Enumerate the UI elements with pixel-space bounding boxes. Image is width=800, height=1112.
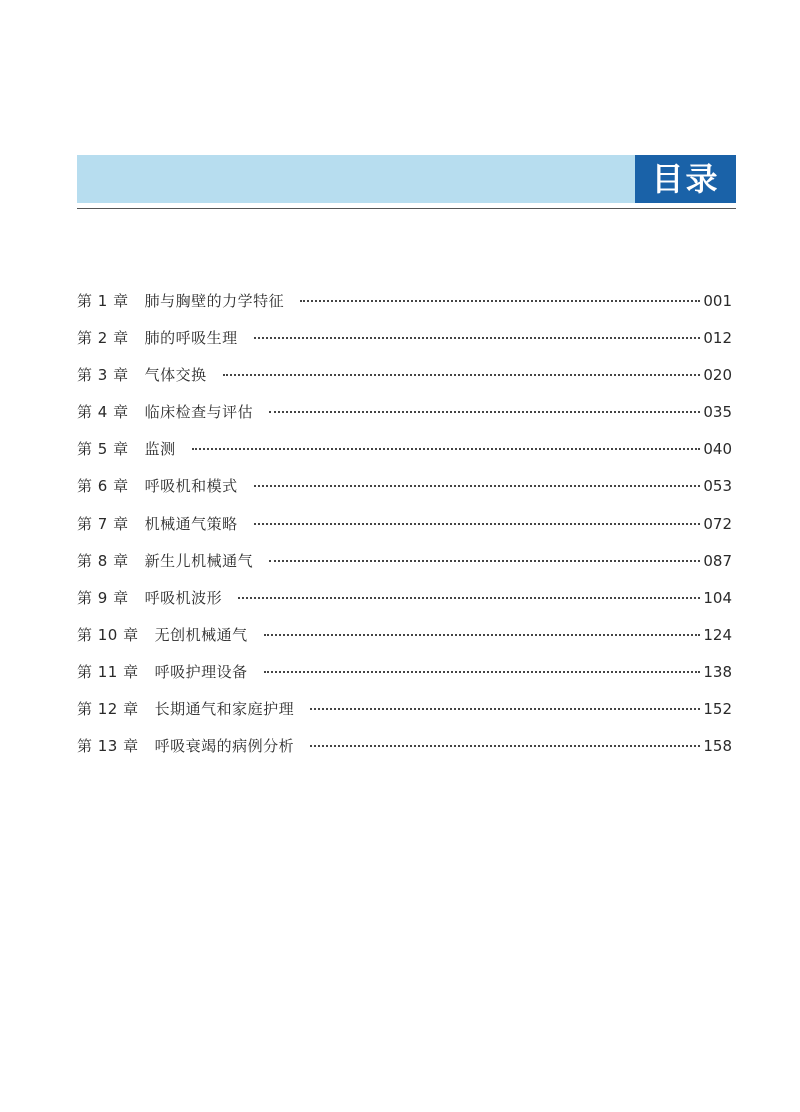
toc-entry[interactable] (77, 363, 732, 400)
dot-leader (254, 523, 701, 525)
toc-entry[interactable] (77, 326, 732, 363)
dot-leader (254, 485, 701, 487)
toc-entry[interactable] (77, 549, 732, 586)
page-number: 001 (703, 292, 732, 310)
toc-entry[interactable] (77, 437, 732, 474)
page-number: 053 (703, 477, 732, 496)
chapter-number: 第 7 章 (77, 514, 129, 533)
chapter-number: 第 6 章 (77, 477, 129, 496)
dot-leader (238, 597, 700, 599)
chapter-title: 呼吸机波形 (144, 588, 223, 607)
page-number: 104 (703, 588, 732, 607)
page-number: 035 (703, 403, 732, 422)
chapter-title: 肺与胸壁的力学特征 (144, 292, 285, 310)
chapter-number: 第 8 章 (77, 551, 129, 570)
chapter-number: 第 2 章 (77, 329, 129, 348)
chapter-number: 第 11 章 (77, 662, 139, 681)
chapter-number: 第 3 章 (77, 366, 129, 385)
header-band (77, 155, 635, 203)
chapter-number: 第 5 章 (77, 440, 129, 459)
toc-entry[interactable] (77, 400, 732, 437)
page-number: 020 (703, 366, 732, 385)
toc-entry[interactable] (77, 289, 732, 326)
chapter-title: 气体交换 (144, 366, 207, 385)
chapter-title: 机械通气策略 (144, 514, 238, 533)
toc-entry[interactable] (77, 660, 732, 697)
chapter-number: 第 1 章 (77, 292, 129, 310)
toc-entry[interactable] (77, 512, 732, 549)
chapter-number: 第 12 章 (77, 700, 139, 719)
page-number: 072 (703, 514, 732, 533)
dot-leader (310, 708, 700, 710)
chapter-number: 第 9 章 (77, 588, 129, 607)
dot-leader (264, 671, 701, 673)
toc-list (77, 289, 732, 771)
chapter-number: 第 4 章 (77, 403, 129, 422)
chapter-title: 无创机械通气 (154, 625, 248, 644)
chapter-number: 第 10 章 (77, 625, 139, 644)
page-number: 138 (703, 662, 732, 681)
dot-leader (269, 411, 700, 413)
page-number: 158 (703, 737, 732, 756)
chapter-title: 呼吸衰竭的病例分析 (154, 737, 295, 756)
dot-leader (192, 448, 701, 450)
dot-leader (223, 374, 701, 376)
chapter-title: 长期通气和家庭护理 (154, 700, 295, 719)
toc-header (77, 155, 736, 203)
chapter-title: 临床检查与评估 (144, 403, 254, 422)
page-number: 087 (703, 551, 732, 570)
toc-entry[interactable] (77, 623, 732, 660)
chapter-title: 新生儿机械通气 (144, 551, 254, 570)
chapter-title: 肺的呼吸生理 (144, 329, 238, 348)
toc-entry[interactable] (77, 586, 732, 623)
header-title-box (635, 155, 736, 203)
toc-entry[interactable] (77, 697, 732, 734)
chapter-title: 呼吸护理设备 (154, 662, 248, 681)
dot-leader (300, 300, 700, 302)
dot-leader (264, 634, 701, 636)
dot-leader (269, 560, 700, 562)
page-number: 040 (703, 440, 732, 459)
page-title: 目录 (651, 160, 720, 198)
chapter-number: 第 13 章 (77, 737, 139, 756)
page-number: 124 (703, 625, 732, 644)
toc-entry[interactable] (77, 734, 732, 771)
page-number: 012 (703, 329, 732, 348)
chapter-title: 呼吸机和模式 (144, 477, 238, 496)
header-divider (77, 208, 736, 209)
dot-leader (310, 745, 700, 747)
dot-leader (254, 337, 701, 339)
page-number: 152 (703, 700, 732, 719)
chapter-title: 监测 (144, 440, 176, 459)
toc-entry[interactable] (77, 474, 732, 511)
